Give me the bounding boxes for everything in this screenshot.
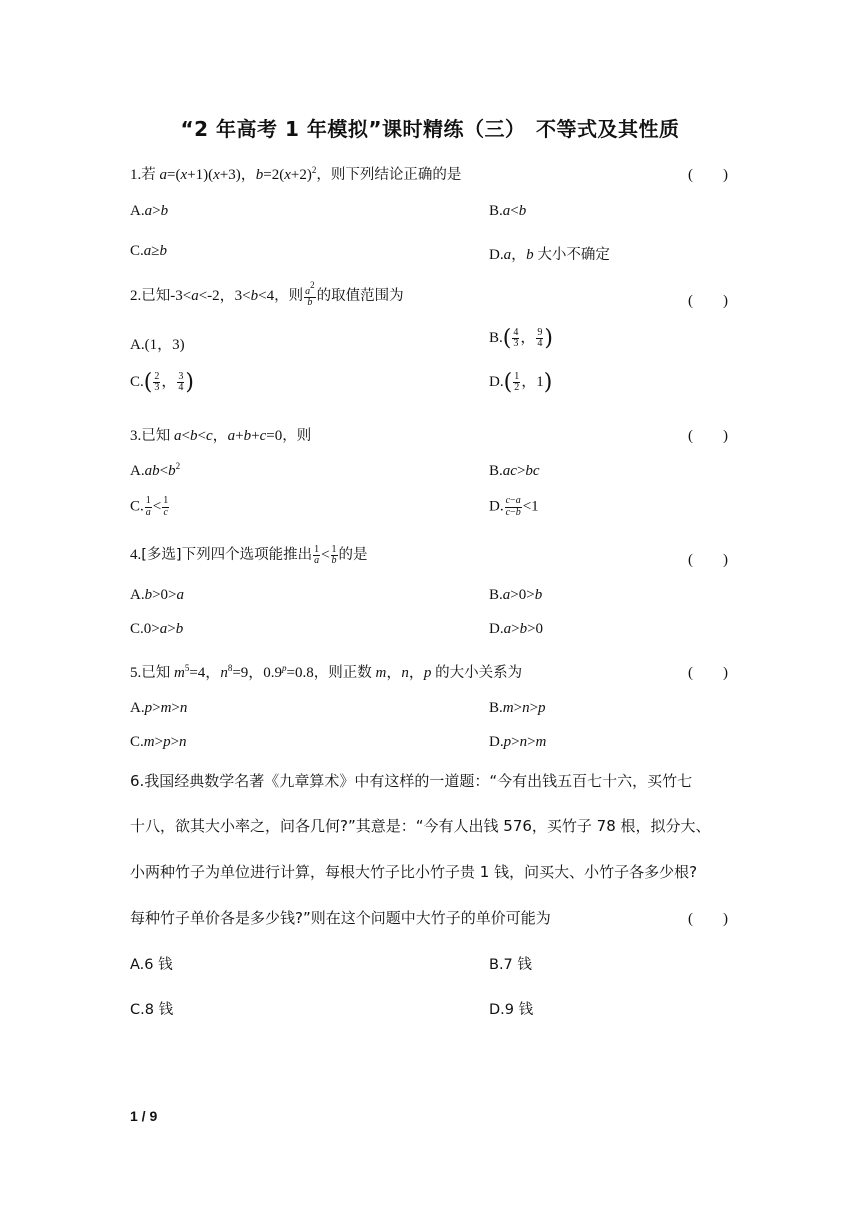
- question-6-line-4: 每种竹子单价各是多少钱?”则在这个问题中大竹子的单价可能为: [130, 909, 551, 927]
- q5-option-d: D.p>n>m: [489, 734, 547, 750]
- page-number: 1 / 9: [130, 1108, 158, 1124]
- question-2: 2.已知-3<a<-2，3<b<4，则 $\frac{a^2}{b}$ 的取值范围为: [130, 279, 404, 309]
- question-5: 5.已知 $m^5=4$，$n^8=9$，$0.9^p=0.8$，则正数 m，n，p 的大小关系为: [130, 663, 523, 681]
- q6-option-b: B.7 钱: [489, 957, 532, 973]
- q2-option-c: C.( $\frac{2}{3}$ ， $\frac{3}{4}$ ): [130, 370, 194, 396]
- answer-paren: ( ): [688, 293, 728, 309]
- question-3: 3.已知 a<b<c，a+b+c=0，则: [130, 428, 312, 444]
- question-6-line-3: 小两种竹子为单位进行计算，每根大竹子比小竹子贵 1 钱，问买大、小竹子各多少根?: [130, 863, 698, 881]
- question-6-line-2: 十八，欲其大小率之，问各几何?”其意是：“今有人出钱 576，买竹子 78 根，拟分大、: [130, 817, 711, 835]
- answer-paren: ( ): [688, 552, 728, 568]
- q4-option-c: C.0>a>b: [130, 621, 184, 637]
- q5-option-c: C.m>p>n: [130, 734, 187, 750]
- answer-paren: ( ): [688, 665, 728, 681]
- question-6-line-1: 6.我国经典数学名著《九章算术》中有这样的一道题：“今有出钱五百七十六，买竹七: [130, 772, 693, 790]
- question-4: 4.[多选]下列四个选项能推出 $\frac{1}{a}$ < $\frac{1}{b}$ 的是: [130, 543, 368, 567]
- answer-paren: ( ): [688, 167, 728, 183]
- q6-option-a: A.6 钱: [130, 957, 173, 973]
- question-1: 1.若 a=(x+1)(x+3)，$b=2(x+2)^2$，则下列结论正确的是: [130, 165, 462, 183]
- answer-paren: ( ): [688, 911, 728, 927]
- q2-option-b: B.( $\frac{4}{3}$ ， $\frac{9}{4}$ ): [489, 326, 553, 352]
- q6-option-d: D.9 钱: [489, 1002, 534, 1018]
- q1-option-b: B.a<b: [489, 203, 527, 219]
- q2-option-a: A.(1，3): [130, 337, 185, 353]
- q3-option-c: C. $\frac{1}{a}$ < $\frac{1}{c}$: [130, 495, 169, 518]
- q6-option-c: C.8 钱: [130, 1002, 174, 1018]
- q3-option-b: B.ac>bc: [489, 463, 540, 479]
- q4-option-d: D.a>b>0: [489, 621, 544, 637]
- q3-option-a: $A.ab<b^2$: [130, 461, 181, 479]
- q1-option-d: D.a，b 大小不确定: [489, 247, 610, 263]
- q1-option-c: C.a≥b: [130, 243, 167, 259]
- q1-option-a: A.a>b: [130, 203, 169, 219]
- q4-option-b: B.a>0>b: [489, 587, 543, 603]
- q5-option-a: A.p>m>n: [130, 700, 188, 716]
- q5-option-b: B.m>n>p: [489, 700, 546, 716]
- answer-paren: ( ): [688, 428, 728, 444]
- q3-option-d: D. $\frac{c-a}{c-b}$ <1: [489, 495, 539, 518]
- page-title: “2 年高考 1 年模拟”课时精练（三） 不等式及其性质: [180, 117, 680, 141]
- q2-option-d: D.( $\frac{1}{2}$ ，1): [489, 370, 553, 396]
- q4-option-a: A.b>0>a: [130, 587, 185, 603]
